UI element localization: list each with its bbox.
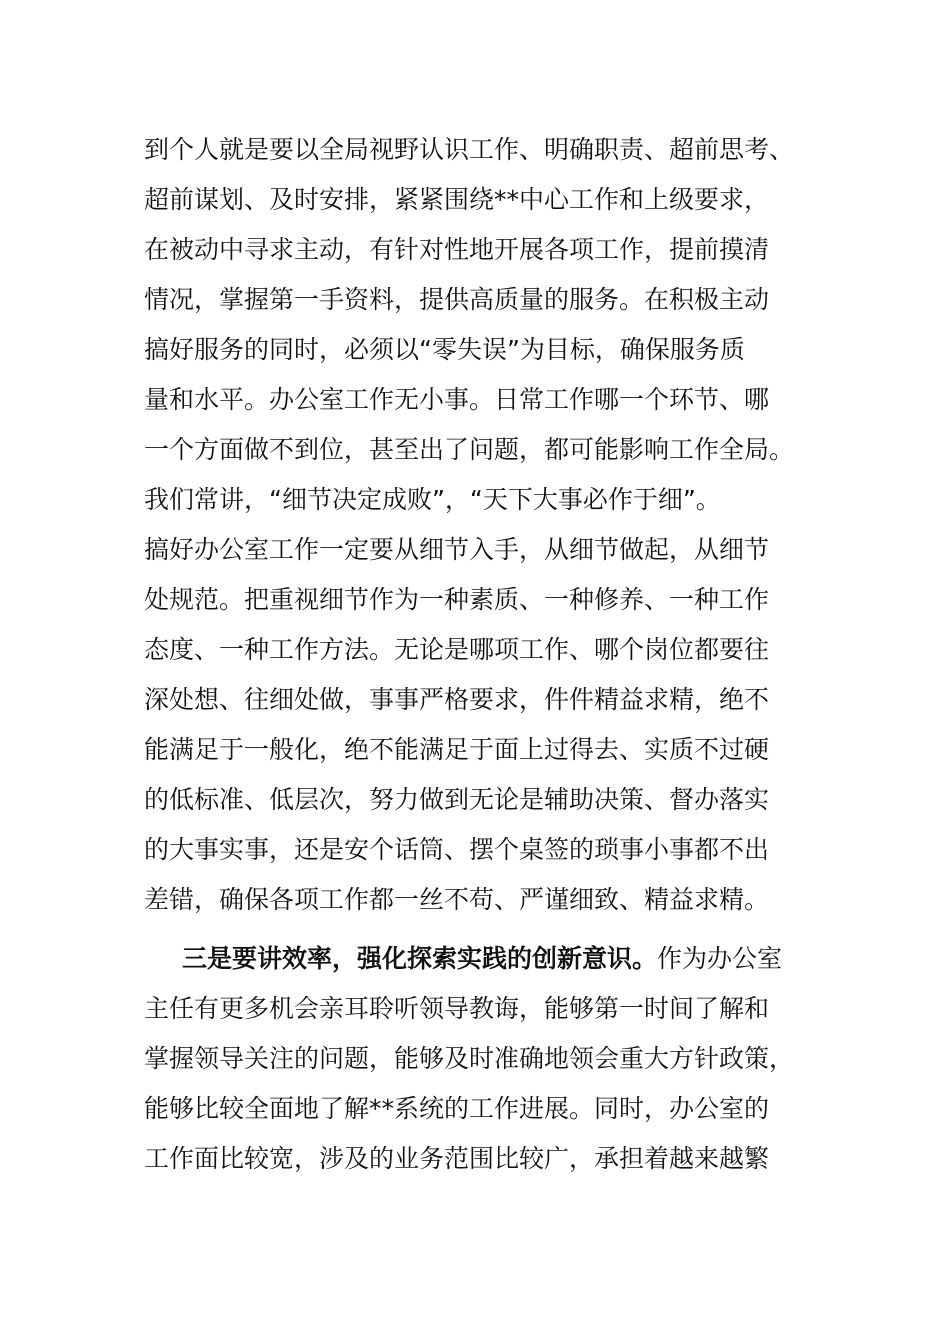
paragraph-line: 差错，确保各项工作都一丝不苟、严谨细致、精益求精。 — [144, 885, 770, 914]
paragraph-line: 的大事实事，还是安个话筒、摆个桌签的琐事小事都不出 — [144, 835, 770, 864]
paragraph-line: 的低标准、低层次，努力做到无论是辅助决策、督办落实 — [144, 785, 770, 814]
paragraph-line: 量和水平。办公室工作无小事。日常工作哪一个环节、哪 — [144, 385, 770, 414]
paragraph-line: 在被动中寻求主动，有针对性地开展各项工作，提前摸清 — [144, 235, 770, 264]
paragraph-line: 我们常讲，“细节决定成败”，“天下大事必作于细”。 — [144, 485, 721, 514]
paragraph-line: 超前谋划、及时安排，紧紧围绕**中心工作和上级要求， — [144, 185, 770, 214]
paragraph-line: 能满足于一般化，绝不能满足于面上过得去、实质不过硬 — [144, 735, 770, 764]
paragraph-heading: 三是要讲效率，强化探索实践的创新意识。 — [182, 944, 658, 973]
paragraph-line: 态度、一种工作方法。无论是哪项工作、哪个岗位都要往 — [144, 635, 770, 664]
paragraph-first-line — [144, 934, 804, 984]
paragraph-line: 深处想、往细处做，事事严格要求，件件精益求精，绝不 — [144, 685, 770, 714]
paragraph-line: 到个人就是要以全局视野认识工作、明确职责、超前思考、 — [144, 135, 795, 164]
paragraph-line: 能够比较全面地了解**系统的工作进展。同时，办公室的 — [144, 1094, 770, 1123]
paragraph-line: 处规范。把重视细节作为一种素质、一种修养、一种工作 — [144, 585, 770, 614]
paragraph-1 — [144, 125, 804, 925]
paragraph-line: 主任有更多机会亲耳聆听领导教诲，能够第一时间了解和 — [144, 994, 770, 1023]
paragraph-line: 一个方面做不到位，甚至出了问题，都可能影响工作全局。 — [144, 435, 795, 464]
paragraph-line: 掌握领导关注的问题，能够及时准确地领会重大方针政策， — [144, 1044, 795, 1073]
paragraph-heading-continuation: 作为办公室 — [657, 944, 783, 973]
paragraph-line: 搞好服务的同时，必须以“零失误”为目标，确保服务质 — [144, 335, 745, 364]
paragraph-line: 工作面比较宽，涉及的业务范围比较广，承担着越来越繁 — [144, 1144, 770, 1173]
paragraph-line: 情况，掌握第一手资料，提供高质量的服务。在积极主动 — [144, 285, 770, 314]
paragraph-line: 搞好办公室工作一定要从细节入手，从细节做起，从细节 — [144, 535, 770, 564]
paragraph-2 — [144, 934, 804, 1184]
